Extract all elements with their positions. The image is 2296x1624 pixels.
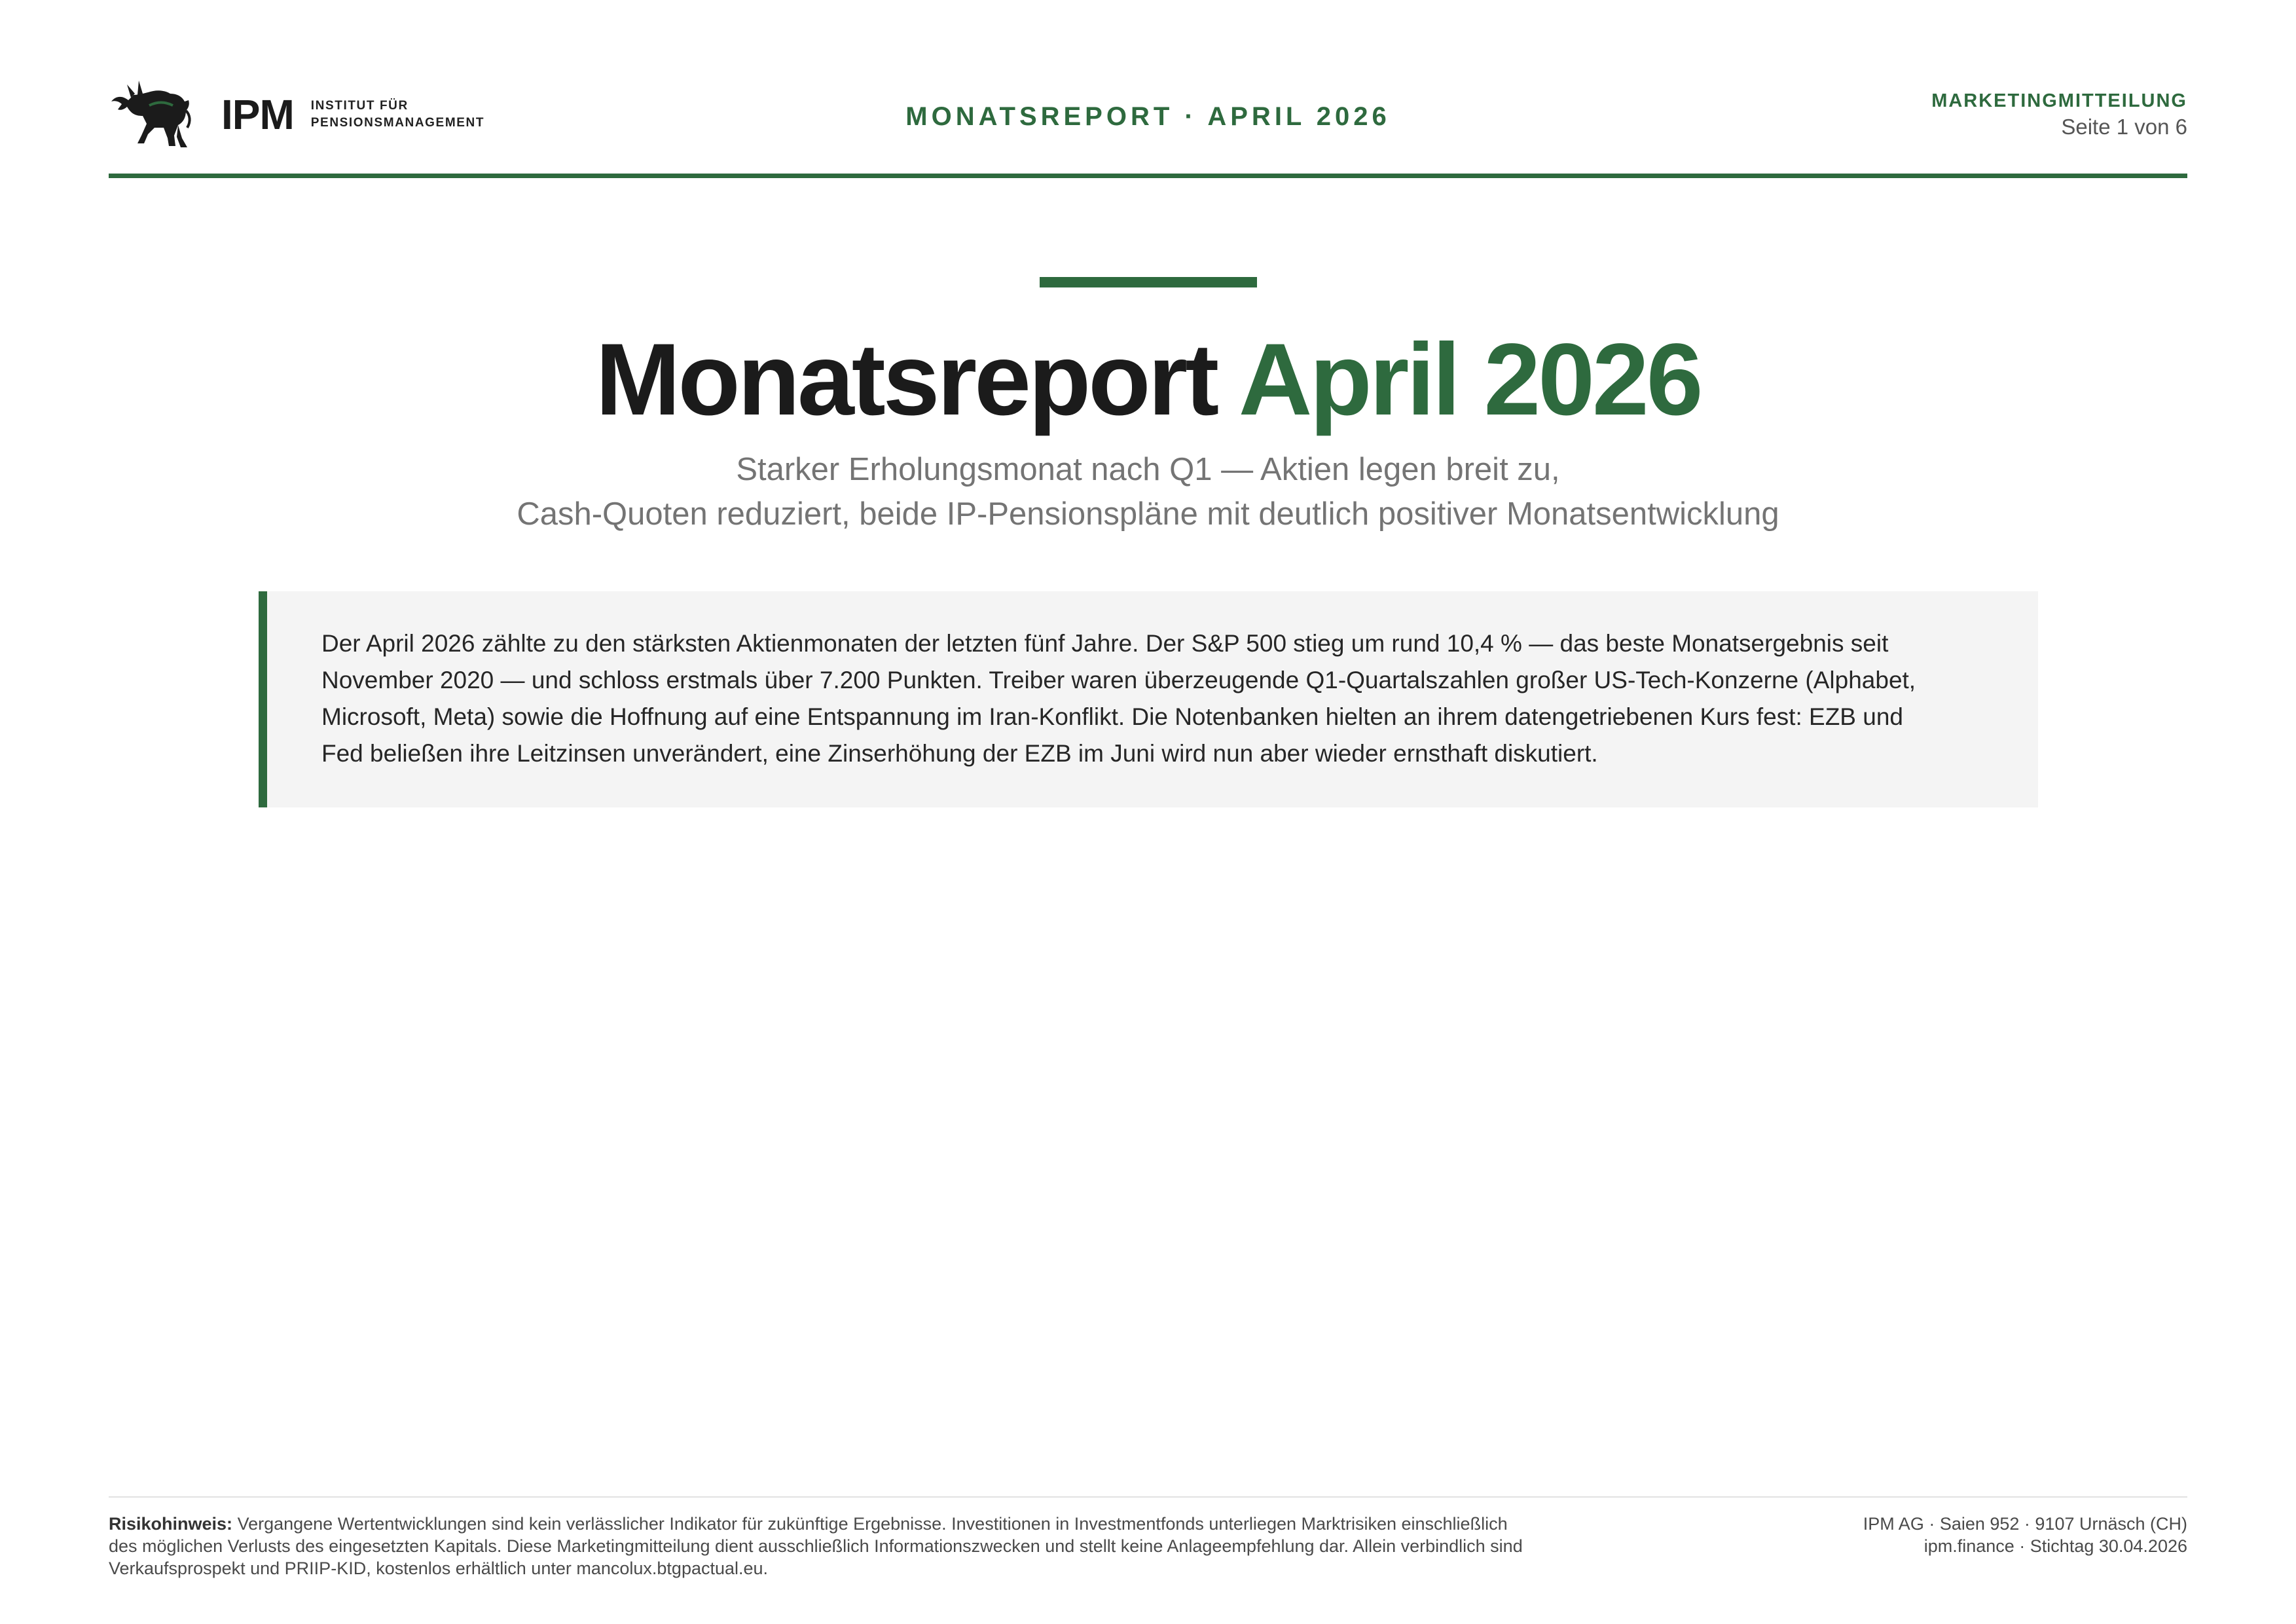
disclaimer-text-1: Vergangene Wertentwicklungen sind kein verlässlicher Indikator für zukünftige Ergebnisse. Investitionen in Investmentfonds unterliegen Marktrisiken einschließlich bbox=[237, 1514, 1508, 1534]
summary-line: Der April 2026 zählte zu den stärksten Aktienmonaten der letzten fünf Jahre. Der S&P 500 stieg um rund 10,4 % — das beste Monatsergebnis seit bbox=[321, 630, 1889, 657]
brand-subtitle-line-2: PENSIONSMANAGEMENT bbox=[310, 116, 485, 130]
imprint-address: IPM AG · Saien 952 · 9107 Urnäsch (CH) bbox=[1863, 1514, 2187, 1534]
disclaimer-line-2: des möglichen Verlusts des eingesetzten Kapitals. Diese Marketingmitteilung dient ausschließlich Informationszwecken und stellt keine Anlageempfehlung dar. Allein verbindlich sind bbox=[109, 1536, 1523, 1556]
summary-box bbox=[259, 591, 2038, 807]
disclaimer-line-3: Verkaufsprospekt und PRIIP-KID, kostenlos erhältlich unter mancolux.btgpactual.eu. bbox=[109, 1559, 769, 1578]
header-meta bbox=[1931, 90, 2187, 139]
title-accent-bar bbox=[1040, 277, 1257, 287]
summary-text bbox=[321, 625, 2037, 772]
company-imprint bbox=[1863, 1513, 2187, 1557]
title-accent: April 2026 bbox=[1238, 323, 1701, 437]
report-tag: MONATSREPORT · APRIL 2026 bbox=[905, 102, 1391, 131]
subtitle-line-2: Cash-Quoten reduziert, beide IP-Pensionspläne mit deutlich positiver Monatsentwicklung bbox=[517, 496, 1779, 532]
title-main: Monatsreport bbox=[595, 323, 1217, 437]
footer-divider bbox=[109, 1496, 2187, 1498]
brand-subtitle-line-1: INSTITUT FÜR bbox=[310, 99, 409, 113]
page-header bbox=[109, 72, 2187, 177]
imprint-date: ipm.finance · Stichtag 30.04.2026 bbox=[1923, 1536, 2187, 1556]
page-indicator: Seite 1 von 6 bbox=[2061, 115, 2187, 139]
subtitle-line-1: Starker Erholungsmonat nach Q1 — Aktien legen breit zu, bbox=[736, 452, 1560, 487]
summary-line: Microsoft, Meta) sowie die Hoffnung auf eine Entspannung im Iran-Konflikt. Die Notenbanken hielten an ihrem datengetriebenen Kurs fest: EZB und bbox=[321, 703, 1903, 730]
page-title bbox=[0, 324, 2296, 437]
page-subtitle bbox=[0, 447, 2296, 536]
header-divider bbox=[109, 174, 2187, 178]
summary-line: Fed beließen ihre Leitzinsen unverändert, eine Zinserhöhung der EZB im Juni wird nun aber wieder ernsthaft diskutiert. bbox=[321, 740, 1598, 767]
marketing-label: MARKETINGMITTEILUNG bbox=[1931, 90, 2187, 111]
risk-disclaimer bbox=[109, 1513, 1614, 1579]
brand-name: IPM bbox=[221, 91, 294, 138]
disclaimer-label: Risikohinweis: bbox=[109, 1514, 233, 1534]
disclaimer-line-1 bbox=[109, 1513, 1614, 1535]
summary-line: November 2020 — und schloss erstmals über 7.200 Punkten. Treiber waren überzeugende Q1-Quartalszahlen großer US-Tech-Konzerne (Alphabet, bbox=[321, 667, 1916, 693]
